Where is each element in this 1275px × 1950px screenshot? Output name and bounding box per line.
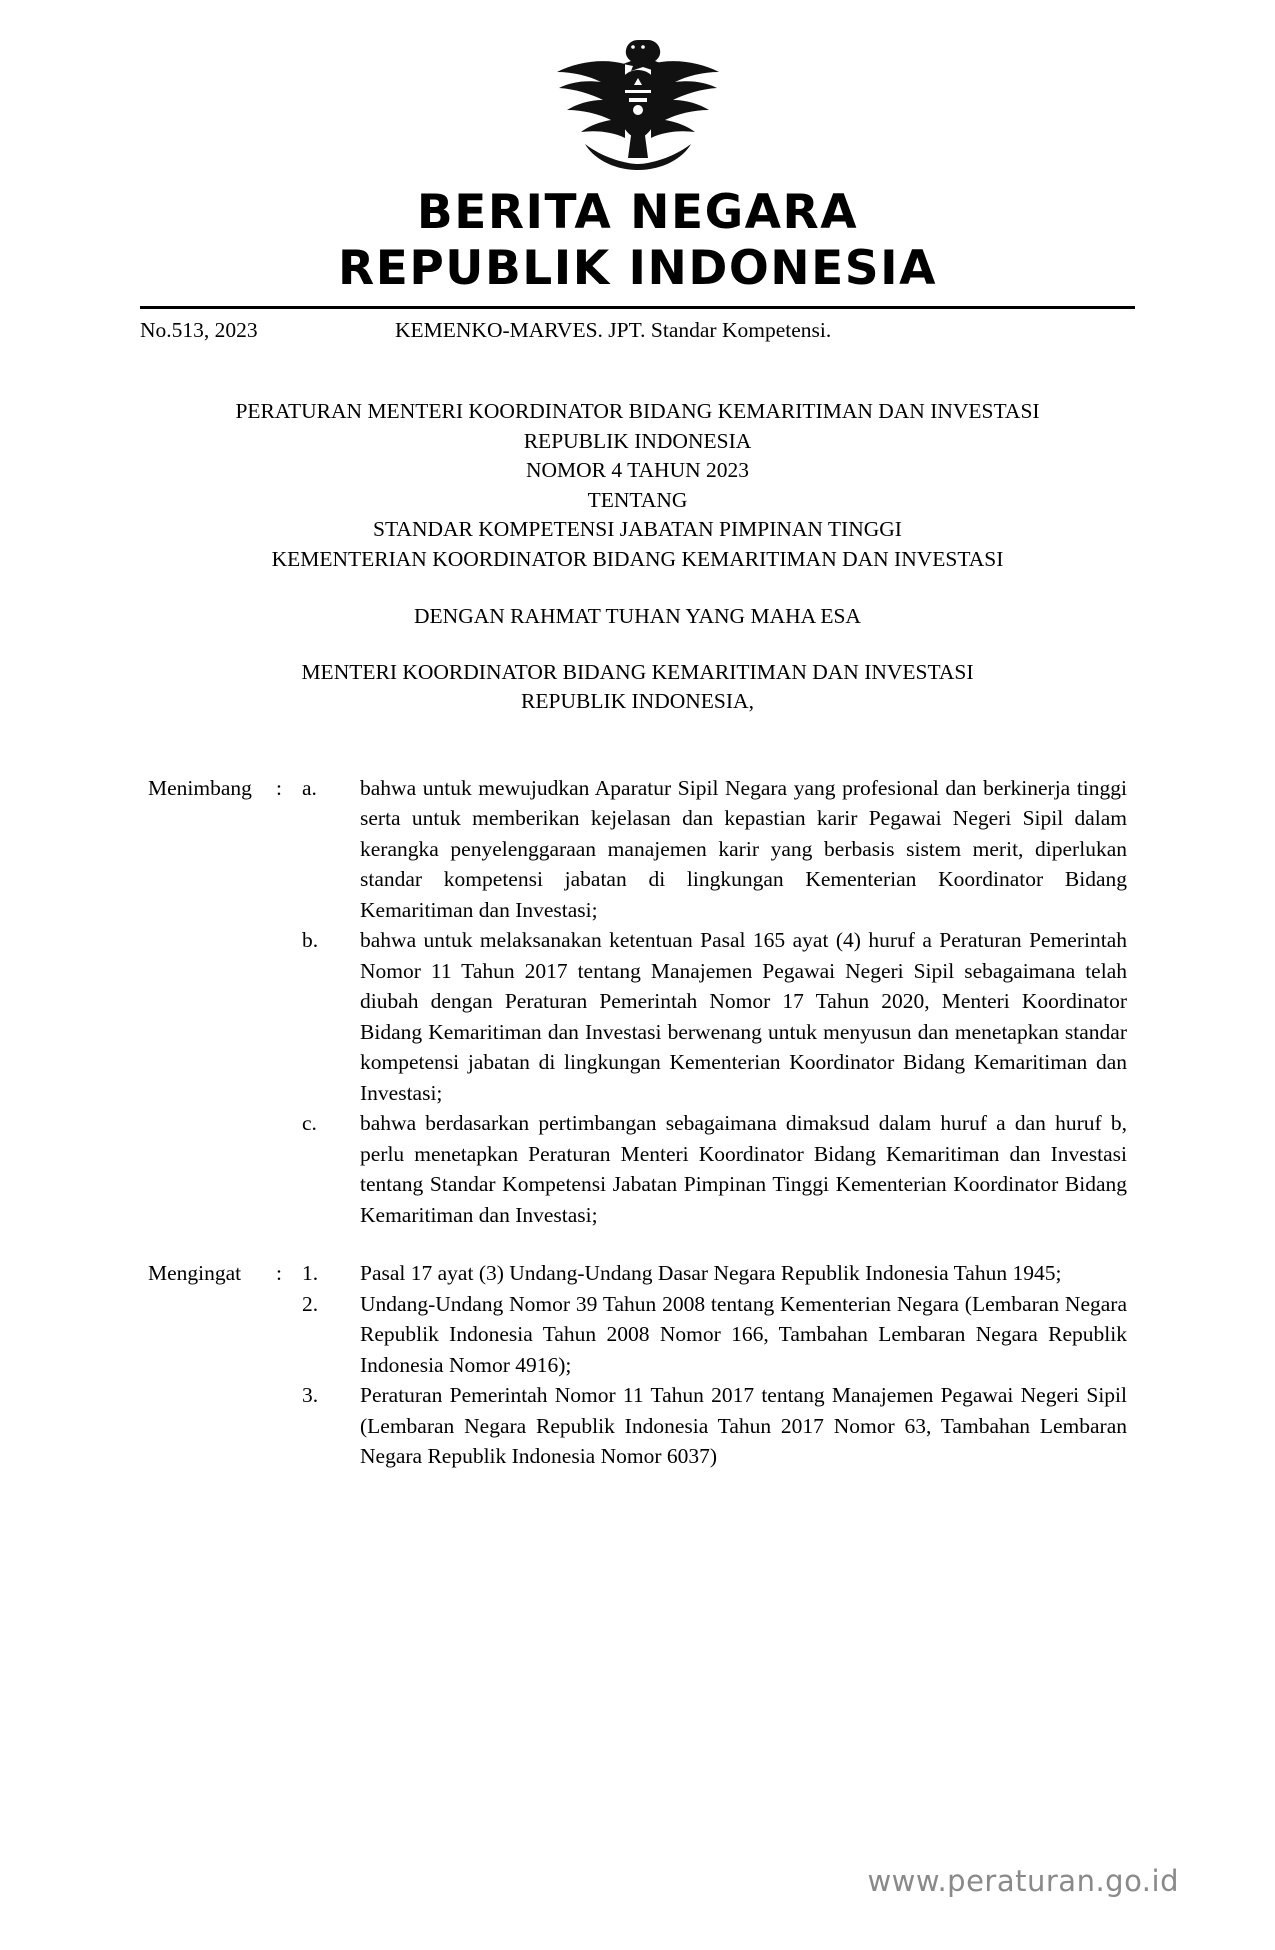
considering-item-c — [302, 1108, 1127, 1230]
title-line-5: STANDAR KOMPETENSI JABATAN PIMPINAN TINGGI — [373, 517, 902, 541]
recalling-first-item — [148, 1258, 1127, 1289]
masthead — [0, 186, 1275, 296]
masthead-divider — [140, 306, 1135, 309]
considering-item-b — [302, 925, 1127, 1108]
regulation-body — [148, 773, 1127, 1472]
considering-text-b: bahwa untuk melaksanakan ketentuan Pasal 165 ayat (4) huruf a Peraturan Pemerintah Nomor 11 Tahun 2017 tentang Manajemen Pegawai Negeri Sipil sebagaimana telah diubah dengan Peraturan Pemerintah Nomor 17 Tahun 2020, Menteri Koordinator Bidang Kemaritiman dan Investasi berwenang untuk menyusun dan menetapkan standar kompetensi jabatan di lingkungan Kementerian Koordinator Bidang Kemaritiman dan Investasi; — [360, 928, 1127, 1105]
regulation-title-block — [140, 397, 1135, 717]
emblem-container — [0, 0, 1275, 174]
garuda-pancasila-emblem — [533, 34, 743, 174]
considering-label: Menimbang — [148, 775, 252, 800]
title-line-4: TENTANG — [587, 487, 688, 512]
title-line-1: PERATURAN MENTERI KOORDINATOR BIDANG KEMARITIMAN DAN INVESTASI — [235, 399, 1040, 423]
considering-text-c: bahwa berdasarkan pertimbangan sebagaimana dimaksud dalam huruf a dan huruf b, perlu menetapkan Peraturan Menteri Koordinator Bidang Kemaritiman dan Investasi tentang Standar Kompetensi Jabatan Pimpinan Tinggi Kementerian Koordinator Bidang Kemaritiman dan Investasi; — [360, 1111, 1127, 1227]
title-line-3: NOMOR 4 TAHUN 2023 — [525, 458, 750, 482]
watermark-footer: www.peraturan.go.id — [867, 1864, 1179, 1898]
issue-number: No.513, 2023 — [140, 318, 258, 342]
recalling-item-3 — [302, 1380, 1127, 1472]
recalling-item-2 — [302, 1289, 1127, 1381]
recalling-marker-1: 1. — [302, 1261, 319, 1285]
authority-line-2: REPUBLIK INDONESIA, — [521, 689, 754, 713]
recalling-text-1: Pasal 17 ayat (3) Undang-Undang Dasar Negara Republik Indonesia Tahun 1945; — [360, 1261, 1062, 1285]
considering-text-a: bahwa untuk mewujudkan Aparatur Sipil Negara yang profesional dan berkinerja tinggi serta untuk memberikan kejelasan dan kepastian karir Pegawai Negeri Sipil dalam kerangka penyelenggaraan manajemen karir yang berbasis sistem merit, diperlukan standar kompetensi jabatan di lingkungan Kementerian Koordinator Bidang Kemaritiman dan Investasi; — [360, 775, 1127, 922]
blessing-line: DENGAN RAHMAT TUHAN YANG MAHA ESA — [414, 604, 861, 628]
recalling-text-2: Undang-Undang Nomor 39 Tahun 2008 tentang Kementerian Negara (Lembaran Negara Republik Indonesia Tahun 2008 Nomor 166, Tambahan Lembaran Negara Republik Indonesia Nomor 4916); — [360, 1291, 1127, 1377]
recalling-colon: : — [276, 1261, 282, 1285]
considering-marker-b: b. — [302, 928, 319, 952]
issue-subject: KEMENKO-MARVES. JPT. Standar Kompetensi. — [395, 318, 832, 342]
recalling-label: Mengingat — [148, 1261, 242, 1285]
considering-first-item — [148, 773, 1127, 926]
considering-marker-c: c. — [302, 1111, 317, 1135]
recalling-marker-2: 2. — [302, 1291, 319, 1316]
issue-row — [140, 315, 1135, 345]
title-line-6: KEMENTERIAN KOORDINATOR BIDANG KEMARITIMAN DAN INVESTASI — [271, 546, 1004, 571]
masthead-line-1: BERITA NEGARA — [416, 185, 859, 240]
authority-line-1: MENTERI KOORDINATOR BIDANG KEMARITIMAN DAN INVESTASI — [301, 659, 974, 684]
title-line-2: REPUBLIK INDONESIA — [523, 428, 752, 453]
considering-colon: : — [276, 775, 282, 800]
recalling-text-3: Peraturan Pemerintah Nomor 11 Tahun 2017 tentang Manajemen Pegawai Negeri Sipil (Lembaran Negara Republik Indonesia Tahun 2017 Nomor 63, Tambahan Lembaran Negara Republik Indonesia Nomor 6037) — [360, 1383, 1127, 1468]
considering-marker-a: a. — [302, 775, 317, 800]
recalling-marker-3: 3. — [302, 1383, 319, 1407]
masthead-line-2: REPUBLIK INDONESIA — [338, 241, 937, 296]
